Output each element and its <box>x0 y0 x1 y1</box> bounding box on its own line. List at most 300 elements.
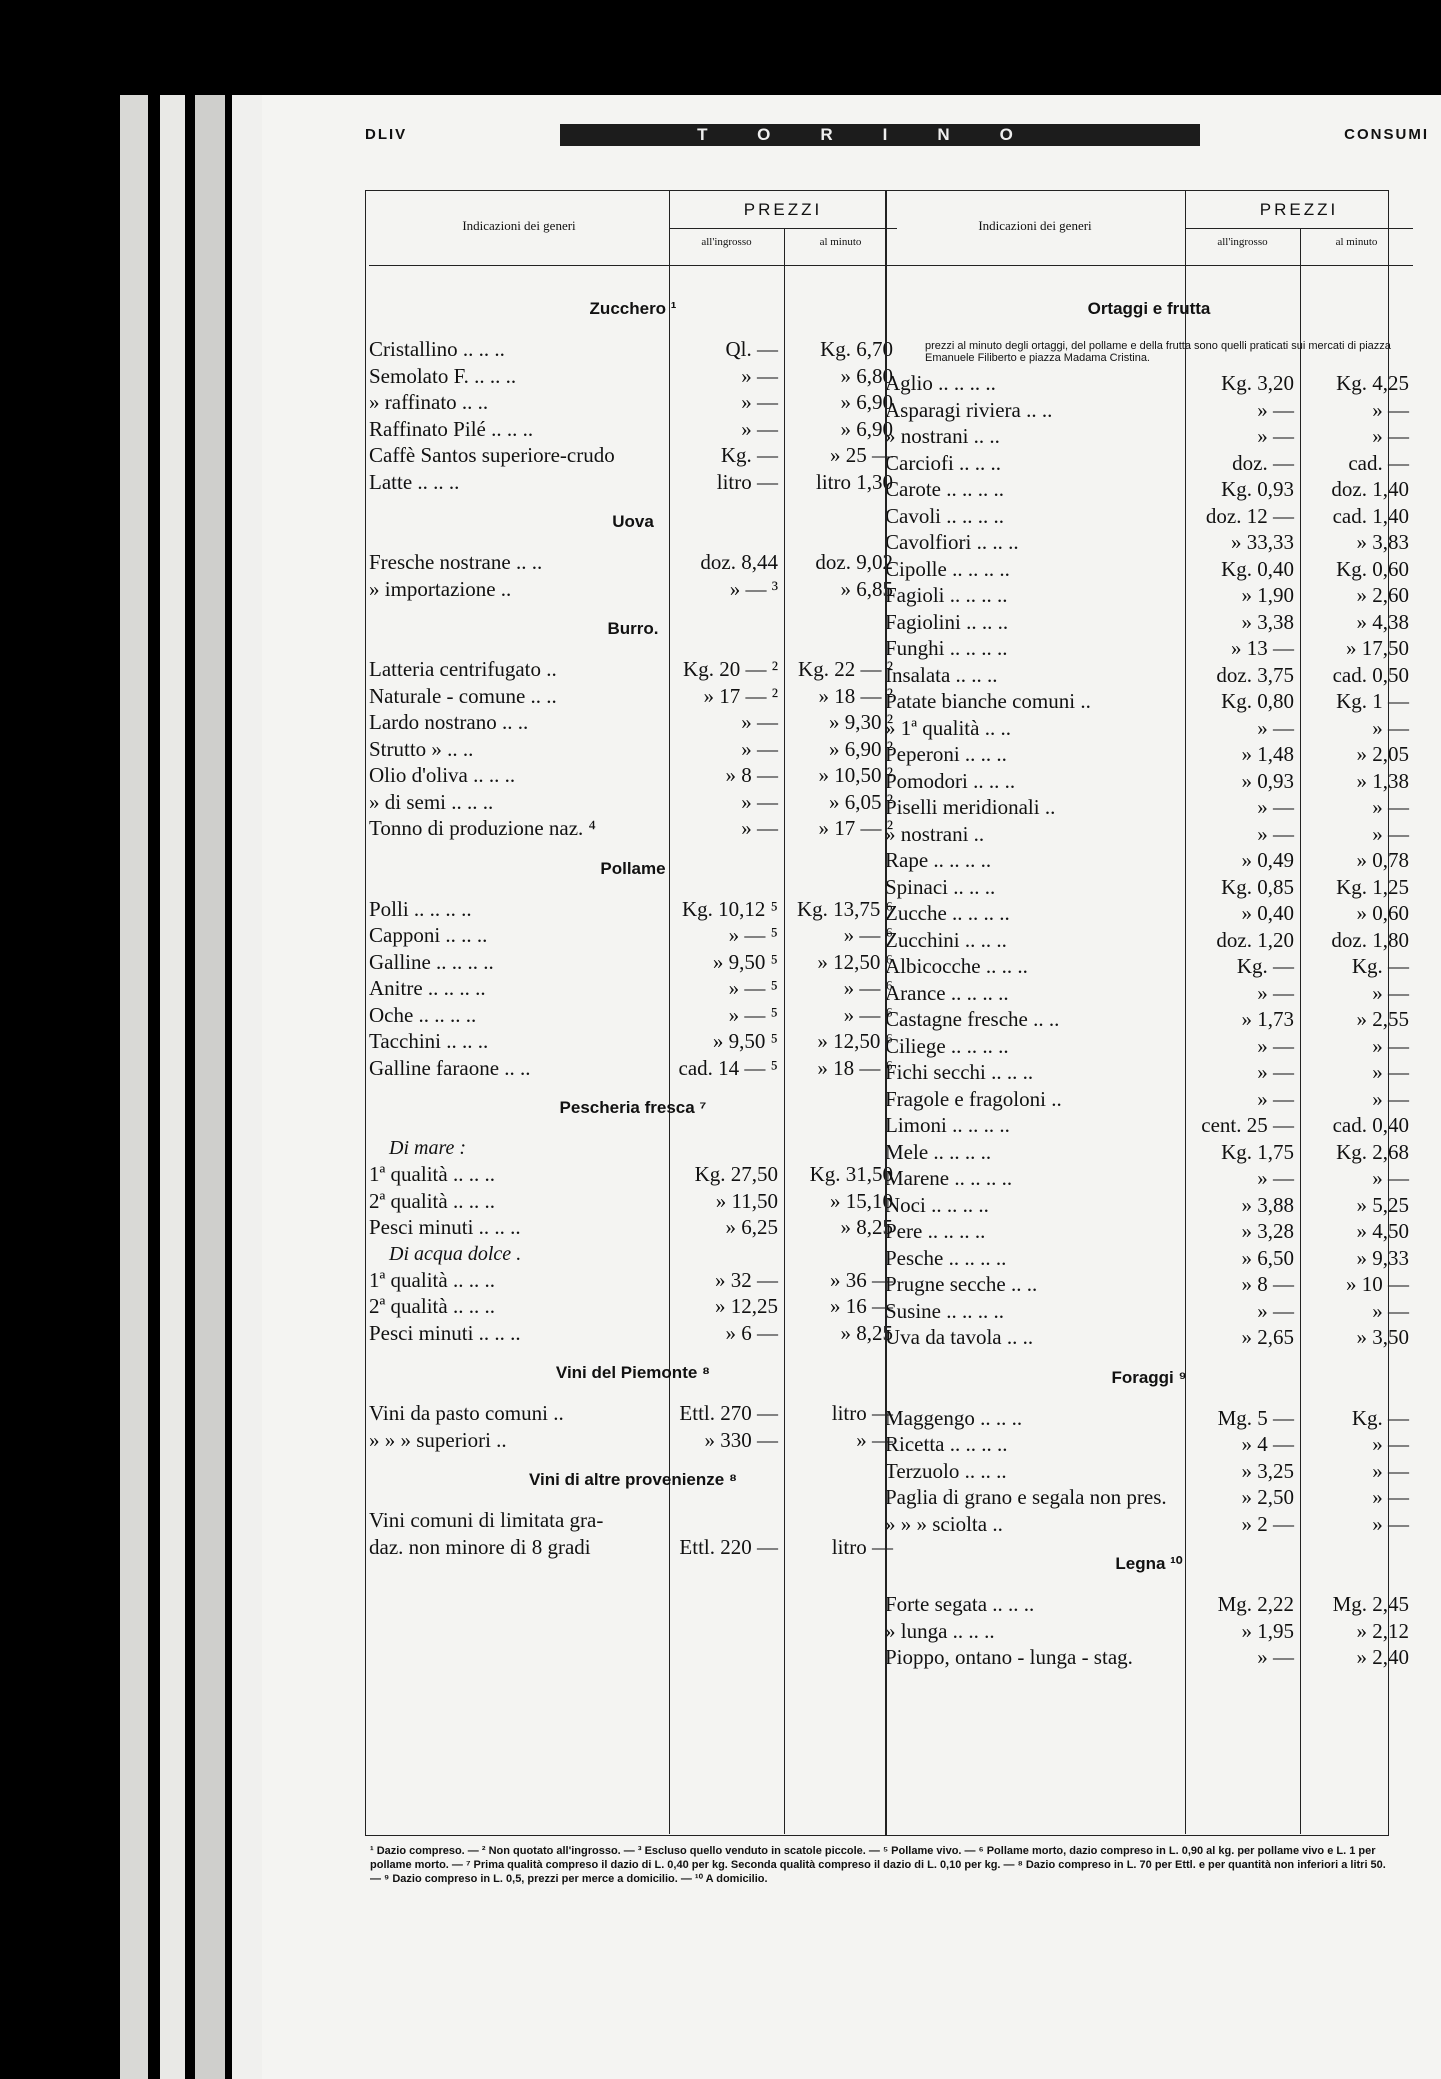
section-heading: Ortaggi e frutta <box>1087 299 1211 318</box>
table-row <box>885 1458 1413 1485</box>
wholesale-price: doz. 1,20 <box>1216 927 1294 952</box>
wholesale-price: » 8 — <box>1241 1272 1294 1296</box>
retail-price: » 18 — ⁶ <box>817 1055 893 1080</box>
table-row <box>885 1245 1413 1272</box>
item-name: Fichi secchi .. .. .. <box>885 1060 1034 1084</box>
table-row <box>885 1644 1413 1671</box>
retail-price: » 4,38 <box>1356 609 1409 634</box>
retail-price: doz. 1,40 <box>1331 477 1409 501</box>
wholesale-price: » 6 — <box>725 1320 778 1345</box>
retail-price: » 1,38 <box>1356 768 1409 793</box>
wholesale-price: doz. 12 — <box>1205 503 1294 528</box>
section-heading: Uova <box>612 512 654 531</box>
wholesale-price: cad. 14 — ⁵ <box>678 1055 778 1080</box>
retail-price: » — <box>1372 1458 1409 1483</box>
table-row <box>885 1086 1413 1113</box>
item-name: Limoni .. .. .. .. <box>885 1113 1010 1137</box>
table-row <box>885 953 1413 980</box>
retail-price: » — <box>1372 1298 1409 1323</box>
item-name: Piselli meridionali .. <box>885 795 1056 819</box>
table-row <box>369 469 897 496</box>
item-name: Carciofi .. .. .. <box>885 450 1002 475</box>
table-row <box>369 442 897 469</box>
retail-price: cad. — <box>1348 450 1409 475</box>
item-name: Forte segata .. .. .. <box>885 1592 1035 1616</box>
item-name: 2ª qualità .. .. .. <box>369 1188 495 1213</box>
wholesale-price: » 1,90 <box>1241 583 1294 607</box>
retail-price: » 6,85 <box>840 576 893 601</box>
retail-price: cad. 1,40 <box>1332 503 1409 528</box>
item-name: Pesci minuti .. .. .. <box>369 1215 521 1239</box>
item-name: Vini comuni di limitata gra- <box>369 1508 604 1532</box>
item-name: Patate bianche comuni .. <box>885 689 1091 713</box>
table-row <box>885 1484 1413 1511</box>
retail-price: » 10,50 ² <box>818 763 893 787</box>
table-row <box>369 1507 897 1534</box>
page-number: DLIV <box>365 126 408 143</box>
retail-price: Kg. 1 — <box>1336 689 1409 713</box>
retail-price: » 5,25 <box>1356 1192 1409 1217</box>
retail-price: litro — <box>831 1534 893 1559</box>
item-name: Semolato F. .. .. .. <box>369 363 517 388</box>
retail-price: » — <box>1372 715 1409 740</box>
retail-price: » 2,55 <box>1356 1007 1409 1031</box>
wholesale-price: » 2,65 <box>1241 1325 1294 1349</box>
item-name: Tacchini .. .. .. <box>369 1029 489 1053</box>
retail-price: » 17,50 <box>1346 636 1409 660</box>
prezzi-heading: PREZZI <box>1259 200 1339 219</box>
item-name: Zucche .. .. .. .. <box>885 901 1010 925</box>
table-row <box>885 635 1413 662</box>
item-name: Fragole e fragoloni .. <box>885 1086 1062 1111</box>
section-heading: Pescheria fresca ⁷ <box>559 1098 707 1117</box>
wholesale-price: » — ³ <box>729 576 778 601</box>
wholesale-price: » — <box>741 789 778 814</box>
item-name: Marene .. .. .. .. <box>885 1166 1013 1190</box>
wholesale-price: cent. 25 — <box>1201 1113 1294 1137</box>
wholesale-price: » — ⁵ <box>728 1002 778 1027</box>
retail-price: » 6,90 ² <box>828 736 893 761</box>
item-name: Cavolfiori .. .. .. <box>885 530 1019 554</box>
item-name: Polli .. .. .. .. <box>369 896 472 921</box>
wholesale-price: » — <box>741 736 778 761</box>
retail-heading: al minuto <box>1335 236 1378 248</box>
wholesale-price: » — ⁵ <box>728 976 778 1000</box>
column-label: Indicazioni dei generi <box>978 218 1092 233</box>
wholesale-price: » — <box>741 416 778 441</box>
table-row <box>369 922 897 949</box>
wholesale-price: doz. — <box>1232 450 1294 475</box>
wholesale-price: » 6,50 <box>1241 1245 1294 1270</box>
wholesale-price: » 12,25 <box>715 1294 778 1318</box>
table-row <box>369 1320 897 1347</box>
wholesale-price: » 2 — <box>1241 1511 1294 1536</box>
retail-price: » — <box>1372 397 1409 422</box>
retail-price: » 10 — <box>1346 1272 1409 1296</box>
retail-heading: al minuto <box>819 236 862 248</box>
wholesale-price: Mg. 5 — <box>1217 1405 1294 1430</box>
table-row <box>369 576 897 603</box>
retail-price: » 12,50 ⁶ <box>817 1029 893 1053</box>
prezzi-heading: PREZZI <box>743 200 823 219</box>
wholesale-price: doz. 8,44 <box>700 550 778 574</box>
wholesale-price: » 1,73 <box>1241 1007 1294 1031</box>
retail-price: Kg. 0,60 <box>1336 556 1409 581</box>
retail-price: » — <box>1372 821 1409 846</box>
wholesale-price: » 9,50 ⁵ <box>712 949 778 974</box>
table-row <box>885 1431 1413 1458</box>
wholesale-price: Kg. 1,75 <box>1221 1139 1294 1164</box>
wholesale-price: » 11,50 <box>715 1188 778 1213</box>
item-name: » 1ª qualità .. .. <box>885 715 1011 740</box>
retail-price: » — ⁶ <box>843 1002 893 1027</box>
retail-price: » — <box>1372 1511 1409 1536</box>
table-row <box>885 476 1413 503</box>
table-row <box>885 1192 1413 1219</box>
retail-price: » 6,80 <box>840 363 893 388</box>
item-name: Peperoni .. .. .. <box>885 742 1007 766</box>
wholesale-price: » 13 — <box>1231 636 1294 660</box>
table-row <box>369 549 897 576</box>
item-name: Raffinato Pilé .. .. .. <box>369 416 534 441</box>
wholesale-price: » 9,50 ⁵ <box>712 1029 778 1053</box>
item-name: Insalata .. .. .. <box>885 662 998 687</box>
table-row <box>369 1028 897 1055</box>
table-row <box>885 1618 1413 1645</box>
table-row <box>885 1006 1413 1033</box>
wholesale-price: Kg. 0,40 <box>1221 556 1294 581</box>
wholesale-price: » — <box>741 816 778 840</box>
table-row <box>885 741 1413 768</box>
table-row <box>885 1165 1413 1192</box>
wholesale-heading: all'ingrosso <box>701 236 752 248</box>
item-name: Pesche .. .. .. .. <box>885 1245 1007 1270</box>
book-binding-strip <box>232 95 262 2079</box>
item-name: Caffè Santos superiore-crudo <box>369 443 615 467</box>
retail-price: » — <box>1372 1086 1409 1111</box>
wholesale-price: » 330 — <box>704 1427 778 1452</box>
wholesale-price: Kg. 10,12 ⁵ <box>682 896 778 921</box>
item-name: Susine .. .. .. .. <box>885 1298 1005 1323</box>
table-row <box>885 503 1413 530</box>
retail-price: litro — <box>831 1401 893 1425</box>
retail-price: » — <box>1372 1033 1409 1058</box>
table-row <box>885 1218 1413 1245</box>
item-name: 1ª qualità .. .. .. <box>369 1162 495 1186</box>
retail-price: » 4,50 <box>1356 1219 1409 1243</box>
book-binding-strip <box>120 95 148 2079</box>
table-row <box>885 450 1413 477</box>
retail-price: » 3,50 <box>1356 1325 1409 1349</box>
wholesale-price: » 33,33 <box>1231 530 1294 554</box>
table-row <box>885 1405 1413 1432</box>
item-name: daz. non minore di 8 gradi <box>369 1534 591 1559</box>
table-row <box>885 397 1413 424</box>
wholesale-price: » 32 — <box>715 1267 778 1292</box>
retail-price: » 25 — <box>830 443 893 467</box>
retail-price: Kg. 13,75 ⁶ <box>797 896 893 921</box>
retail-price: » 2,12 <box>1356 1618 1409 1643</box>
item-name: Capponi .. .. .. <box>369 923 488 947</box>
section-heading: Vini del Piemonte ⁸ <box>555 1363 711 1382</box>
wholesale-price: Mg. 2,22 <box>1217 1592 1294 1616</box>
table-row <box>369 1188 897 1215</box>
table-row <box>369 1214 897 1241</box>
item-name: » di semi .. .. .. <box>369 789 494 814</box>
retail-price: Kg. 2,68 <box>1336 1139 1409 1164</box>
retail-price: » — <box>856 1427 893 1452</box>
item-name: Pomodori .. .. .. <box>885 768 1016 793</box>
retail-price: » 8,25 <box>840 1320 893 1345</box>
retail-price: » — <box>1372 1432 1409 1456</box>
table-row <box>369 1161 897 1188</box>
wholesale-price: Kg. 0,80 <box>1221 689 1294 713</box>
wholesale-price: Kg. 27,50 <box>694 1162 778 1186</box>
item-name: Castagne fresche .. .. <box>885 1007 1060 1031</box>
retail-price: Kg. — <box>1351 954 1409 978</box>
table-row <box>369 389 897 416</box>
wholesale-price: Kg. 20 — ² <box>683 657 778 681</box>
wholesale-price: Kg. 0,85 <box>1221 874 1294 899</box>
retail-price: cad. 0,40 <box>1332 1113 1409 1137</box>
retail-price: Kg. 31,50 <box>809 1162 893 1186</box>
wholesale-price: » — <box>1257 1166 1294 1190</box>
item-name: » » » superiori .. <box>369 1427 507 1452</box>
table-row <box>885 1591 1413 1618</box>
wholesale-price: Kg. 3,20 <box>1221 371 1294 395</box>
wholesale-price: » — <box>1257 1060 1294 1084</box>
item-name: Uva da tavola .. .. <box>885 1325 1034 1349</box>
wholesale-price: » — <box>1257 424 1294 448</box>
retail-price: » 2,40 <box>1356 1645 1409 1669</box>
section-heading: Pollame <box>600 858 666 878</box>
right-price-table <box>885 190 1413 1834</box>
wholesale-price: » — <box>1257 980 1294 1005</box>
wholesale-heading: all'ingrosso <box>1217 236 1268 248</box>
item-name: Latteria centrifugato .. <box>369 657 557 681</box>
retail-price: » 3,83 <box>1356 530 1409 554</box>
table-row <box>885 900 1413 927</box>
wholesale-price: Ettl. 270 — <box>679 1401 778 1425</box>
retail-price: » — <box>1372 795 1409 819</box>
item-name: Aglio .. .. .. .. <box>885 371 996 395</box>
city-banner: TORINO <box>560 124 1200 146</box>
item-name: Naturale - comune .. .. <box>369 683 557 708</box>
item-name: 1ª qualità .. .. .. <box>369 1267 495 1292</box>
retail-price: » 9,33 <box>1356 1245 1409 1270</box>
retail-price: Mg. 2,45 <box>1332 1592 1409 1616</box>
item-name: Anitre .. .. .. .. <box>369 976 486 1000</box>
table-row <box>369 1534 897 1561</box>
wholesale-price: » 2,50 <box>1241 1485 1294 1509</box>
wholesale-price: » — <box>1257 821 1294 846</box>
table-row <box>885 609 1413 636</box>
retail-price: » 15,10 <box>830 1188 893 1213</box>
item-name: Carote .. .. .. .. <box>885 477 1004 501</box>
wholesale-price: » 8 — <box>725 763 778 787</box>
item-name: Galline faraone .. .. <box>369 1055 531 1080</box>
item-name: Fresche nostrane .. .. <box>369 550 543 574</box>
table-row <box>369 1002 897 1029</box>
retail-price: » — <box>1372 980 1409 1005</box>
table-row <box>369 656 897 683</box>
table-row <box>885 423 1413 450</box>
retail-price: » — <box>1372 424 1409 448</box>
wholesale-price: » 0,49 <box>1241 848 1294 872</box>
table-row <box>369 896 897 923</box>
wholesale-price: » 3,38 <box>1241 609 1294 634</box>
subsection-heading: Di mare : <box>389 1137 467 1159</box>
retail-price: » 6,90 <box>840 390 893 414</box>
wholesale-price: » 0,93 <box>1241 768 1294 793</box>
retail-price: litro 1,30 <box>816 469 893 494</box>
column-label: Indicazioni dei generi <box>462 218 576 233</box>
retail-price: Kg. 22 — ² <box>798 657 893 681</box>
table-header <box>369 190 897 266</box>
item-name: Albicocche .. .. .. <box>885 954 1028 978</box>
section-label: CONSUMI <box>1344 126 1429 143</box>
item-name: Spinaci .. .. .. <box>885 874 996 899</box>
item-name: Fagiolini .. .. .. <box>885 609 1009 634</box>
retail-price: Kg. 6,70 <box>820 337 893 361</box>
wholesale-price: » 0,40 <box>1241 901 1294 925</box>
item-name: Rape .. .. .. .. <box>885 848 992 872</box>
item-name: Noci .. .. .. .. <box>885 1192 989 1217</box>
retail-price: » — ⁶ <box>843 976 893 1000</box>
table-row <box>369 1400 897 1427</box>
retail-price: » 18 — ² <box>818 683 893 708</box>
wholesale-price: Kg. 0,93 <box>1221 477 1294 501</box>
item-name: Prugne secche .. .. <box>885 1272 1038 1296</box>
table-row <box>885 1112 1413 1139</box>
item-name: Lardo nostrano .. .. <box>369 710 529 734</box>
table-row <box>885 1059 1413 1086</box>
retail-price: » 0,78 <box>1356 848 1409 872</box>
book-binding-strip <box>195 95 225 2079</box>
item-name: Terzuolo .. .. .. <box>885 1458 1007 1483</box>
table-row <box>885 874 1413 901</box>
retail-price: cad. 0,50 <box>1332 662 1409 687</box>
retail-price: » 9,30 ² <box>828 710 893 734</box>
item-name: Arance .. .. .. .. <box>885 980 1009 1005</box>
item-name: Strutto » .. .. <box>369 736 474 761</box>
table-row <box>369 815 897 842</box>
table-row <box>369 1293 897 1320</box>
retail-price: Kg. 1,25 <box>1336 874 1409 899</box>
section-note: prezzi al minuto degli ortaggi, del pollame e della frutta sono quelli praticati sui mercati di piazza Emanuele Filiberto e piazza Madama Cristina. <box>925 340 1391 364</box>
retail-price: » 17 — ² <box>818 816 893 840</box>
wholesale-price: Kg. — <box>1236 954 1294 978</box>
item-name: Oche .. .. .. .. <box>369 1002 477 1027</box>
table-row <box>885 794 1413 821</box>
table-row <box>369 709 897 736</box>
wholesale-price: Ql. — <box>725 337 778 361</box>
table-row <box>885 1511 1413 1538</box>
table-row <box>369 1427 897 1454</box>
wholesale-price: » 3,28 <box>1241 1219 1294 1243</box>
item-name: Cristallino .. .. .. <box>369 337 505 361</box>
wholesale-price: » — <box>1257 1033 1294 1058</box>
table-row <box>885 821 1413 848</box>
table-row <box>885 980 1413 1007</box>
wholesale-price: » — <box>741 390 778 414</box>
left-price-table <box>369 190 897 1834</box>
wholesale-price: » — <box>1257 1086 1294 1111</box>
retail-price: » 2,60 <box>1356 583 1409 607</box>
table-row <box>885 1033 1413 1060</box>
item-name: Ciliege .. .. .. .. <box>885 1033 1009 1058</box>
wholesale-price: » 17 — ² <box>703 683 778 708</box>
table-row <box>885 662 1413 689</box>
item-name: Paglia di grano e segala non pres. <box>885 1485 1167 1509</box>
table-row <box>369 683 897 710</box>
retail-price: doz. 9,02 <box>815 550 893 574</box>
table-row <box>885 768 1413 795</box>
table-row <box>885 1324 1413 1351</box>
item-name: Pioppo, ontano - lunga - stag. <box>885 1645 1133 1669</box>
wholesale-price: » — <box>1257 397 1294 422</box>
footnotes: ¹ Dazio compreso. — ² Non quotato all'ingrosso. — ³ Escluso quello venduto in scatole piccole. — ⁵ Pollame vivo. — ⁶ Pollame morto, dazio compreso in L. 0,90 al kg. per pollame vivo e L. 1 per pollame morto. — ⁷ Prima qualità compreso il dazio di L. 0,40 per kg. Seconda qualità compreso il dazio di L. 0,10 per kg. — ⁸ Dazio compreso in L. 70 per Ettl. e per quantità non inferiori a litri 50. — ⁹ Dazio compreso in L. 0,5, prezzi per merce a domicilio. — ¹⁰ A domicilio. <box>370 1845 1386 1885</box>
wholesale-price: » — <box>1257 795 1294 819</box>
table-row <box>885 1271 1413 1298</box>
item-name: » importazione .. <box>369 576 512 601</box>
item-name: Ricetta .. .. .. .. <box>885 1432 1008 1456</box>
table-row <box>885 1298 1413 1325</box>
item-name: Cipolle .. .. .. .. <box>885 556 1010 581</box>
item-name: Pesci minuti .. .. .. <box>369 1320 521 1345</box>
retail-price: » — <box>1372 1166 1409 1190</box>
table-row <box>369 789 897 816</box>
retail-price: doz. 1,80 <box>1331 927 1409 952</box>
wholesale-price: » — <box>1257 1645 1294 1669</box>
wholesale-price: » — <box>1257 715 1294 740</box>
table-row <box>369 336 897 363</box>
wholesale-price: litro — <box>716 469 778 494</box>
item-name: » lunga .. .. .. <box>885 1618 995 1643</box>
section-heading: Foraggi ⁹ <box>1111 1367 1187 1387</box>
retail-price: » 6,05 ² <box>828 789 893 814</box>
table-row <box>885 556 1413 583</box>
item-name: Maggengo .. .. .. <box>885 1405 1023 1430</box>
wholesale-price: » 1,95 <box>1241 1618 1294 1643</box>
table-row <box>885 582 1413 609</box>
item-name: Vini da pasto comuni .. <box>369 1401 564 1425</box>
wholesale-price: » — <box>741 710 778 734</box>
table-row <box>885 847 1413 874</box>
section-heading: Zucchero ¹ <box>589 299 677 318</box>
table-row <box>369 736 897 763</box>
wholesale-price: doz. 3,75 <box>1216 662 1294 687</box>
table-row <box>369 949 897 976</box>
item-name: Funghi .. .. .. .. <box>885 636 1008 660</box>
item-name: Latte .. .. .. <box>369 469 460 494</box>
retail-price: » — <box>1372 1485 1409 1509</box>
wholesale-price: » 3,25 <box>1241 1458 1294 1483</box>
retail-price: » 12,50 ⁶ <box>817 949 893 974</box>
wholesale-price: » 6,25 <box>725 1215 778 1239</box>
item-name: » nostrani .. .. <box>885 424 1000 448</box>
item-name: 2ª qualità .. .. .. <box>369 1294 495 1318</box>
wholesale-price: » — <box>1257 1298 1294 1323</box>
retail-price: » 36 — <box>830 1267 893 1292</box>
table-row <box>369 975 897 1002</box>
table-header <box>885 190 1413 266</box>
retail-price: » — <box>1372 1060 1409 1084</box>
table-row <box>885 529 1413 556</box>
section-heading: Legna ¹⁰ <box>1115 1554 1183 1573</box>
wholesale-price: Kg. — <box>720 443 778 467</box>
item-name: » » » sciolta .. <box>885 1511 1003 1536</box>
